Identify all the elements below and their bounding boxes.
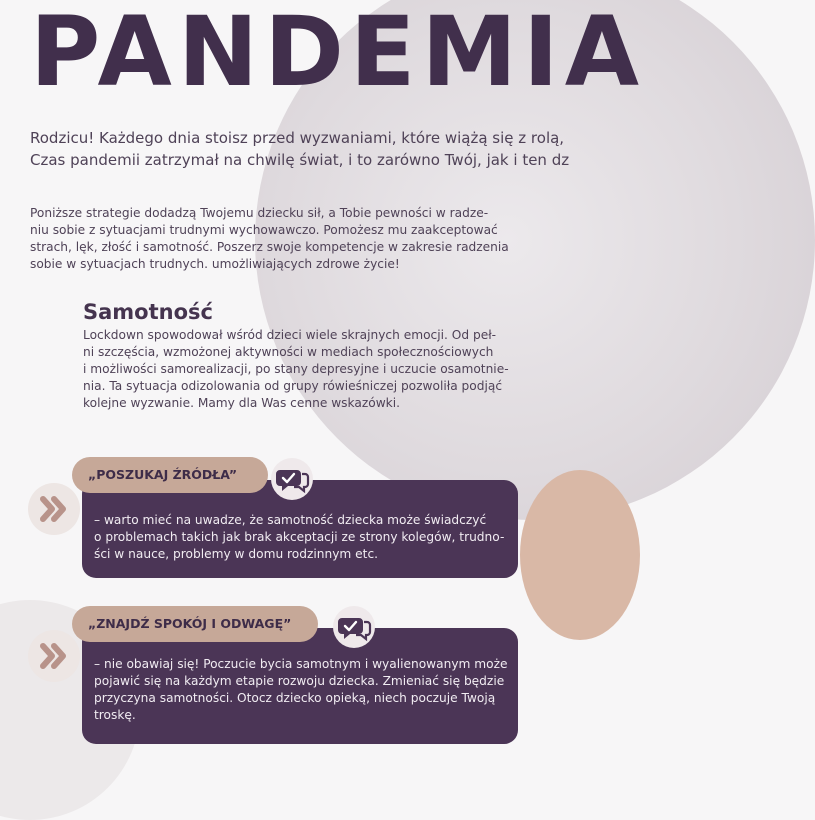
section-line: kolejne wyzwanie. Mamy dla Was cenne wskazówki. — [83, 396, 400, 410]
tip-heading: „POSZUKAJ ŹRÓDŁA” — [72, 457, 268, 493]
double-chevron-right-icon — [28, 630, 80, 682]
tip-line: pojawić się na każdym etapie rozwoju dziecka. Zmieniać się będzie — [94, 674, 505, 688]
section-title: Samotność — [83, 300, 213, 324]
chat-bubbles-icon — [271, 458, 313, 500]
tip-line: ści w nauce, problemy w domu rodzinnym etc. — [94, 547, 379, 561]
section-line: i możliwości samorealizacji, po stany depresyjne i uczucie osamotnie- — [83, 362, 509, 376]
page-title: PANDEMIA — [30, 0, 645, 108]
paragraph-line: Poniższe strategie dodadzą Twojemu dziecku sił, a Tobie pewności w radze- — [30, 206, 489, 220]
background-circle-right — [520, 470, 640, 640]
section-line: Lockdown spowodował wśród dzieci wiele skrajnych emocji. Od peł- — [83, 328, 497, 342]
strategy-paragraph — [30, 205, 510, 273]
tip-card — [82, 628, 518, 744]
section-line: nia. Ta sytuacja odizolowania od grupy rówieśniczej pozwoliła podjąć — [83, 379, 503, 393]
intro-line: Rodzicu! Każdego dnia stoisz przed wyzwaniami, które wiążą się z rolą, — [30, 129, 565, 147]
paragraph-line: niu sobie z sytuacjami trudnymi wychowawczo. Pomożesz mu zaakceptować — [30, 223, 498, 237]
intro-text — [30, 127, 590, 171]
tip-text — [94, 656, 508, 724]
paragraph-line: sobie w sytuacjach trudnych. umożliwiających zdrowe życie! — [30, 257, 400, 271]
tip-heading: „ZNAJDŹ SPOKÓJ I ODWAGĘ” — [72, 606, 318, 642]
paragraph-line: strach, lęk, złość i samotność. Poszerz swoje kompetencje w zakresie radzenia — [30, 240, 509, 254]
tip-text — [94, 512, 504, 563]
tip-line: – warto mieć na uwadze, że samotność dziecka może świadczyć — [94, 513, 487, 527]
tip-line: o problemach takich jak brak akceptacji ze strony kolegów, trudno- — [94, 530, 505, 544]
section-line: ni szczęścia, wzmożonej aktywności w mediach społecznościowych — [83, 345, 494, 359]
tip-line: troskę. — [94, 708, 136, 722]
chat-bubbles-icon — [333, 606, 375, 648]
tip-line: – nie obawiaj się! Poczucie bycia samotnym i wyalienowanym może — [94, 657, 508, 671]
intro-line: Czas pandemii zatrzymał na chwilę świat, i to zarówno Twój, jak i ten dz — [30, 151, 570, 169]
tip-line: przyczyna samotności. Otocz dziecko opieką, niech poczuje Twoją — [94, 691, 496, 705]
section-body — [83, 327, 523, 412]
double-chevron-right-icon — [28, 483, 80, 535]
